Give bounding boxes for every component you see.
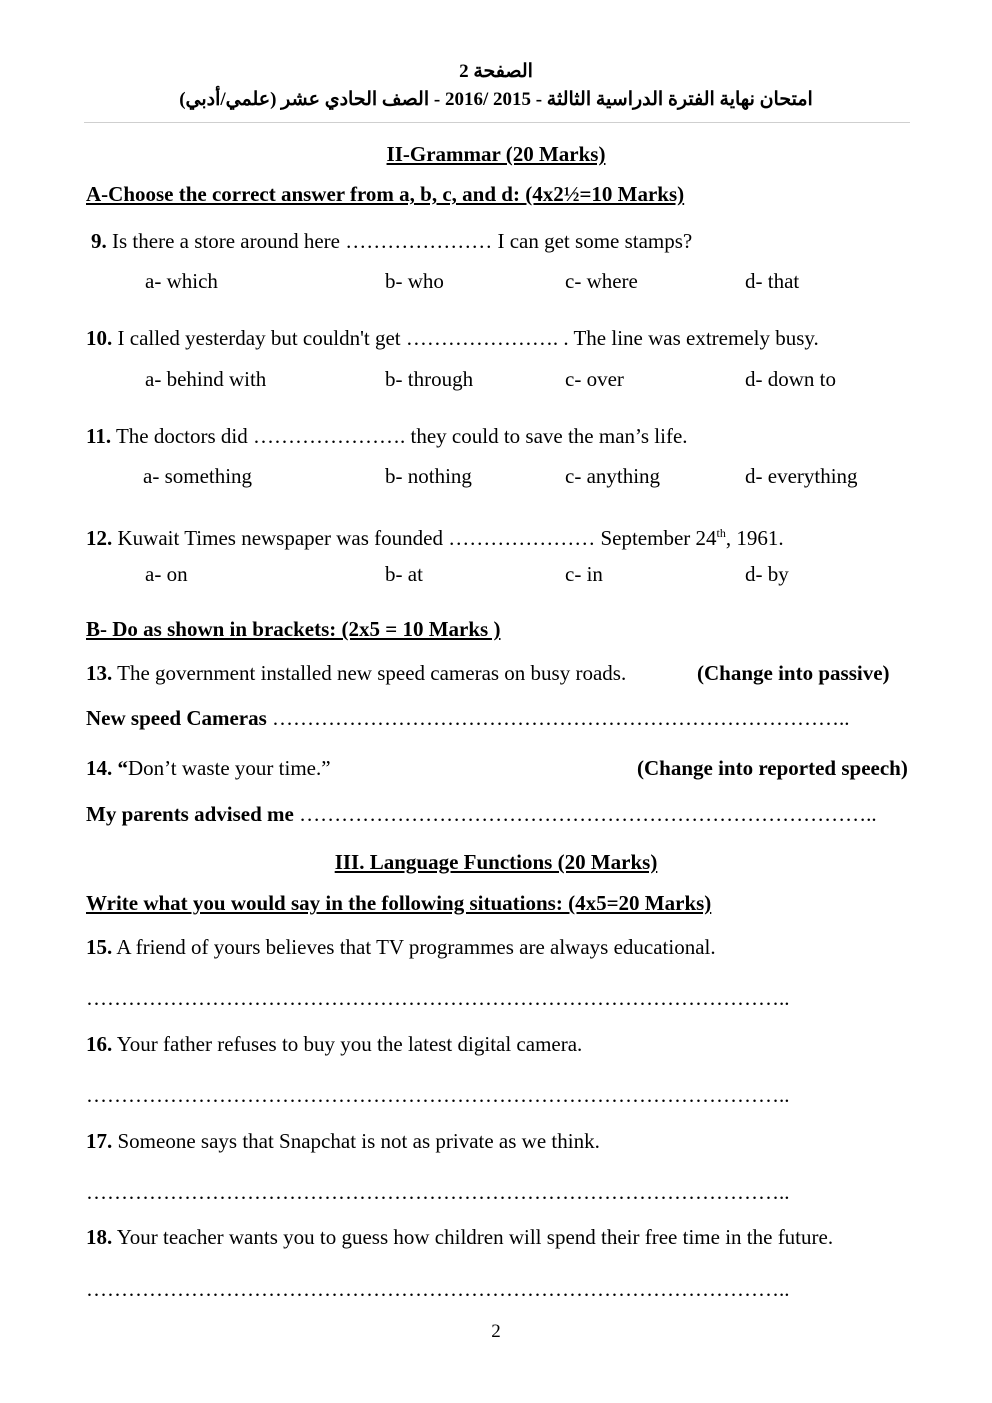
option-a: a- which xyxy=(145,269,218,293)
answer-dots-18: ……………………………………………………………………………………….. xyxy=(86,1277,790,1301)
part-b-heading: B- Do as shown in brackets: (2x5 = 10 Marks ) xyxy=(86,617,501,641)
answer-dots-17: ……………………………………………………………………………………….. xyxy=(86,1180,790,1204)
option-a: a- something xyxy=(143,464,253,488)
question-text: Is there a store around here ………………… I can get some stamps? xyxy=(106,229,693,253)
question-text: Your teacher wants you to guess how children will spend their free time in the future. xyxy=(112,1225,834,1249)
question-text: The doctors did …………………. they could to save the man’s life. xyxy=(111,424,688,448)
answer-dots: ……………………………………………………………………….. xyxy=(293,802,877,826)
option-b: b- who xyxy=(385,269,444,293)
question-number: 9. xyxy=(91,229,107,253)
question-text: Someone says that Snapchat is not as private as we think. xyxy=(112,1129,600,1153)
question-text: The government installed new speed cameras on busy roads. xyxy=(112,661,627,685)
option-c: c- over xyxy=(565,367,624,391)
option-b: b- nothing xyxy=(385,464,472,488)
exam-title: امتحان نهاية الفترة الدراسية الثالثة - 2015 /2016 - الصف الحادي عشر (علمي/أدبي) xyxy=(179,89,813,110)
question-13 xyxy=(86,660,626,686)
quote-mark: “ xyxy=(112,756,128,780)
question-12 xyxy=(86,520,784,551)
option-d: d- by xyxy=(745,562,789,586)
question-text-end: , 1961. xyxy=(725,526,784,550)
instruction-passive: (Change into passive) xyxy=(697,661,890,685)
question-number: 13. xyxy=(86,661,113,685)
answer-dots-16: ……………………………………………………………………………………….. xyxy=(86,1083,790,1107)
question-number: 12. xyxy=(86,526,113,550)
question-number: 18. xyxy=(86,1225,113,1249)
question-number: 10. xyxy=(86,326,113,350)
option-b: b- at xyxy=(385,562,423,586)
functions-heading: Write what you would say in the following situations: (4x5=20 Marks) xyxy=(86,891,712,915)
question-number: 17. xyxy=(86,1129,113,1153)
question-text: I called yesterday but couldn't get …………………. . The line was extremely busy. xyxy=(112,326,819,350)
question-text: Don’t waste your time.” xyxy=(128,756,331,780)
page-label: الصفحة 2 xyxy=(459,61,533,82)
part-a-heading: A-Choose the correct answer from a, b, c, and d: (4x2½=10 Marks) xyxy=(86,182,685,206)
answer-dots: ……………………………………………………………………….. xyxy=(266,706,850,730)
question-number: 11. xyxy=(86,424,112,448)
page-number: 2 xyxy=(491,1321,501,1342)
question-18 xyxy=(86,1224,833,1250)
functions-title: III. Language Functions (20 Marks) xyxy=(334,850,658,874)
option-b: b- through xyxy=(385,367,474,391)
option-c: c- where xyxy=(565,269,638,293)
question-number: 16. xyxy=(86,1032,113,1056)
question-17 xyxy=(86,1128,600,1154)
option-c: c- in xyxy=(565,562,603,586)
option-d: d- everything xyxy=(745,464,858,488)
instruction-reported: (Change into reported speech) xyxy=(637,756,908,780)
answer-start: New speed Cameras xyxy=(86,706,267,730)
answer-line-14 xyxy=(86,801,877,827)
question-14 xyxy=(86,755,331,781)
option-a: a- behind with xyxy=(145,367,267,391)
question-15 xyxy=(86,934,716,960)
grammar-title: II-Grammar (20 Marks) xyxy=(386,142,606,166)
header-divider xyxy=(84,122,910,123)
question-10 xyxy=(86,325,819,351)
option-a: a- on xyxy=(145,562,188,586)
question-number: 14. xyxy=(86,756,113,780)
question-16 xyxy=(86,1031,582,1057)
question-number: 15. xyxy=(86,935,113,959)
option-d: d- that xyxy=(745,269,800,293)
question-11 xyxy=(86,423,688,449)
question-9 xyxy=(91,228,692,254)
question-text: A friend of yours believes that TV programmes are always educational. xyxy=(112,935,716,959)
ordinal-suffix: th xyxy=(716,526,726,540)
option-d: d- down to xyxy=(745,367,836,391)
answer-start: My parents advised me xyxy=(86,802,294,826)
question-text: Your father refuses to buy you the latest digital camera. xyxy=(112,1032,583,1056)
option-c: c- anything xyxy=(565,464,661,488)
question-text: Kuwait Times newspaper was founded ………………… September 24 xyxy=(112,526,717,550)
answer-dots-15: ……………………………………………………………………………………….. xyxy=(86,986,790,1010)
answer-line-13 xyxy=(86,705,850,731)
